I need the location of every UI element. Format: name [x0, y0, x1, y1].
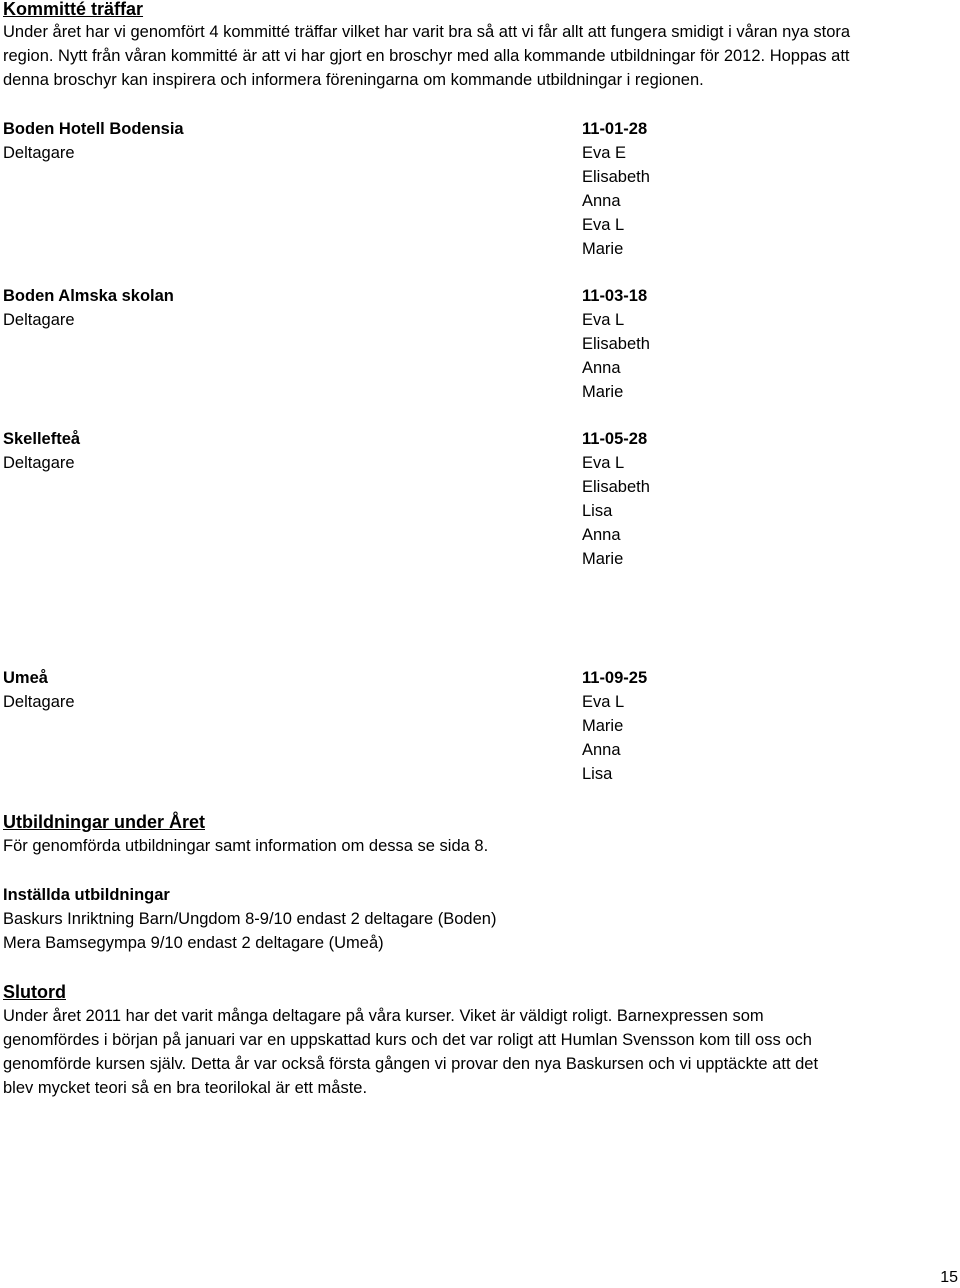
intro-line: denna broschyr kan inspirera och informera föreningarna om kommande utbildningar i regionen.	[3, 71, 704, 89]
committee-intro	[3, 20, 948, 92]
intro-line: region. Nytt från våran kommitté är att vi har gjort en broschyr med alla kommande utbildningar för 2012. Hoppas att	[3, 47, 850, 65]
participant: Marie	[582, 550, 624, 568]
page-number: 15	[940, 1269, 958, 1286]
participants-label: Deltagare	[3, 454, 75, 472]
participant: Marie	[582, 717, 624, 735]
participant: Eva E	[582, 144, 627, 162]
closing-line: genomfördes i början på januari var en uppskattad kurs och det var roligt att Humlan Svensson kom till oss och	[3, 1031, 812, 1049]
participant: Marie	[582, 240, 624, 258]
participant: Lisa	[582, 502, 613, 520]
meeting-date: 11-05-28	[582, 430, 648, 448]
participants-label: Deltagare	[3, 144, 75, 162]
meeting-block	[3, 284, 943, 404]
cancelled-training-item: Mera Bamsegympa 9/10 endast 2 deltagare (Umeå)	[3, 934, 384, 952]
meeting-block	[3, 427, 943, 571]
participant: Anna	[582, 359, 621, 377]
meeting-place: Boden Almska skolan	[3, 287, 174, 305]
closing-line: blev mycket teori så en bra teorilokal är ett måste.	[3, 1079, 368, 1097]
participant: Eva L	[582, 454, 625, 472]
participant: Anna	[582, 192, 621, 210]
cancelled-trainings-section	[3, 883, 915, 955]
meeting-date: 11-03-18	[582, 287, 648, 305]
participant: Eva L	[582, 311, 625, 329]
meeting-place: Boden Hotell Bodensia	[3, 120, 184, 138]
participants-label: Deltagare	[3, 311, 75, 329]
intro-line: Under året har vi genomfört 4 kommitté träffar vilket har varit bra så att vi får allt att fungera smidigt i våran nya stora	[3, 23, 851, 41]
participants-label: Deltagare	[3, 693, 75, 711]
participant: Elisabeth	[582, 168, 650, 186]
meeting-place: Umeå	[3, 669, 48, 687]
trainings-text: För genomförda utbildningar samt information om dessa se sida 8.	[3, 837, 489, 855]
participant: Lisa	[582, 765, 613, 783]
closing-heading: Slutord	[3, 982, 66, 1002]
participant: Elisabeth	[582, 478, 650, 496]
closing-line: Under året 2011 har det varit många deltagare på våra kurser. Viket är väldigt roligt. Barnexpressen som	[3, 1007, 764, 1025]
participant: Anna	[582, 741, 621, 759]
trainings-heading: Utbildningar under Året	[3, 812, 205, 832]
committee-meetings-heading: Kommitté träffar	[3, 0, 144, 19]
meeting-date: 11-09-25	[582, 669, 648, 687]
participant: Eva L	[582, 216, 625, 234]
closing-section	[3, 980, 915, 1100]
meeting-block	[3, 117, 943, 261]
meeting-block	[3, 666, 943, 786]
meeting-date: 11-01-28	[582, 120, 648, 138]
participant: Anna	[582, 526, 621, 544]
participant: Marie	[582, 383, 624, 401]
participant: Eva L	[582, 693, 625, 711]
meeting-place: Skellefteå	[3, 430, 81, 448]
cancelled-training-item: Baskurs Inriktning Barn/Ungdom 8-9/10 endast 2 deltagare (Boden)	[3, 910, 497, 928]
participant: Elisabeth	[582, 335, 650, 353]
cancelled-trainings-heading: Inställda utbildningar	[3, 886, 170, 904]
trainings-section	[3, 810, 915, 858]
closing-line: genomförde kursen själv. Detta år var också första gången vi provar den nya Baskursen och vi upptäckte att det	[3, 1055, 819, 1073]
